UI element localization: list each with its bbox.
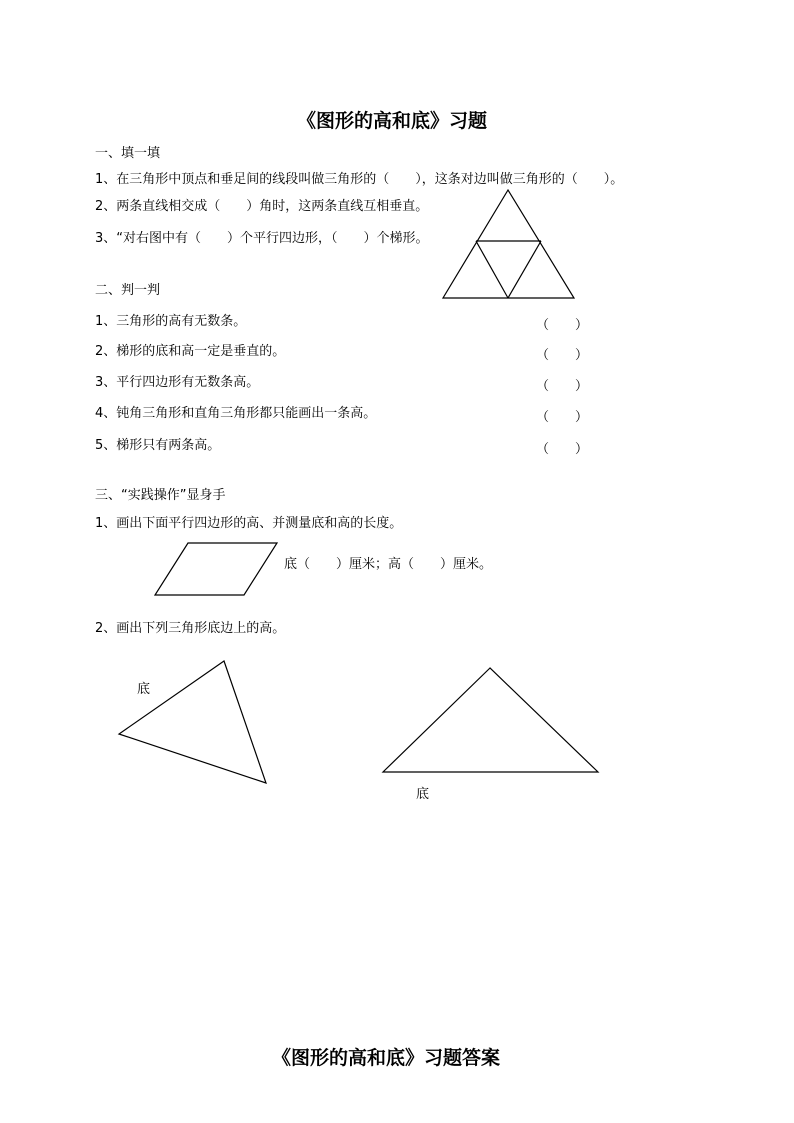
judge-blank-4: （ ） <box>536 410 589 425</box>
judge-item-1: 1、三角形的高有无数条。 <box>95 314 247 329</box>
judge-blank-5: （ ） <box>536 442 589 457</box>
page-title: 《图形的高和底》习题 <box>297 110 488 132</box>
section3-question-1: 1、画出下面平行四边形的高、并测量底和高的长度。 <box>95 516 403 531</box>
judge-blank-1: （ ） <box>536 318 589 333</box>
answer-title: 《图形的高和底》习题答案 <box>272 1047 501 1069</box>
section1-heading: 一、填一填 <box>95 146 161 161</box>
acute-triangle <box>119 661 266 783</box>
triangle-1-base-label: 底 <box>137 682 151 697</box>
judge-item-4: 4、钝角三角形和直角三角形都只能画出一条高。 <box>95 406 377 421</box>
judge-item-5: 5、梯形只有两条高。 <box>95 438 221 453</box>
triangle-2-base-label: 底 <box>416 787 430 802</box>
judge-blank-2: （ ） <box>536 348 589 363</box>
parallelogram-answer: 底（ ）厘米；高（ ）厘米。 <box>284 557 493 572</box>
section3-question-2: 2、画出下列三角形底边上的高。 <box>95 621 286 636</box>
section1-question-1: 1、在三角形中顶点和垂足间的线段叫做三角形的（ ），这条对边叫做三角形的（ ）。 <box>95 172 624 187</box>
section1-question-3: 3、“对右图中有（ ）个平行四边形，（ ）个梯形。 <box>95 231 429 246</box>
section2-heading: 二、判一判 <box>95 283 161 298</box>
judge-item-2: 2、梯形的底和高一定是垂直的。 <box>95 344 286 359</box>
section1-question-2: 2、两条直线相交成（ ）角时，这两条直线互相垂直。 <box>95 199 429 214</box>
section3-heading: 三、“实践操作”显身手 <box>95 488 226 503</box>
judge-item-3: 3、平行四边形有无数条高。 <box>95 375 260 390</box>
obtuse-triangle <box>383 668 598 772</box>
judge-blank-3: （ ） <box>536 379 589 394</box>
